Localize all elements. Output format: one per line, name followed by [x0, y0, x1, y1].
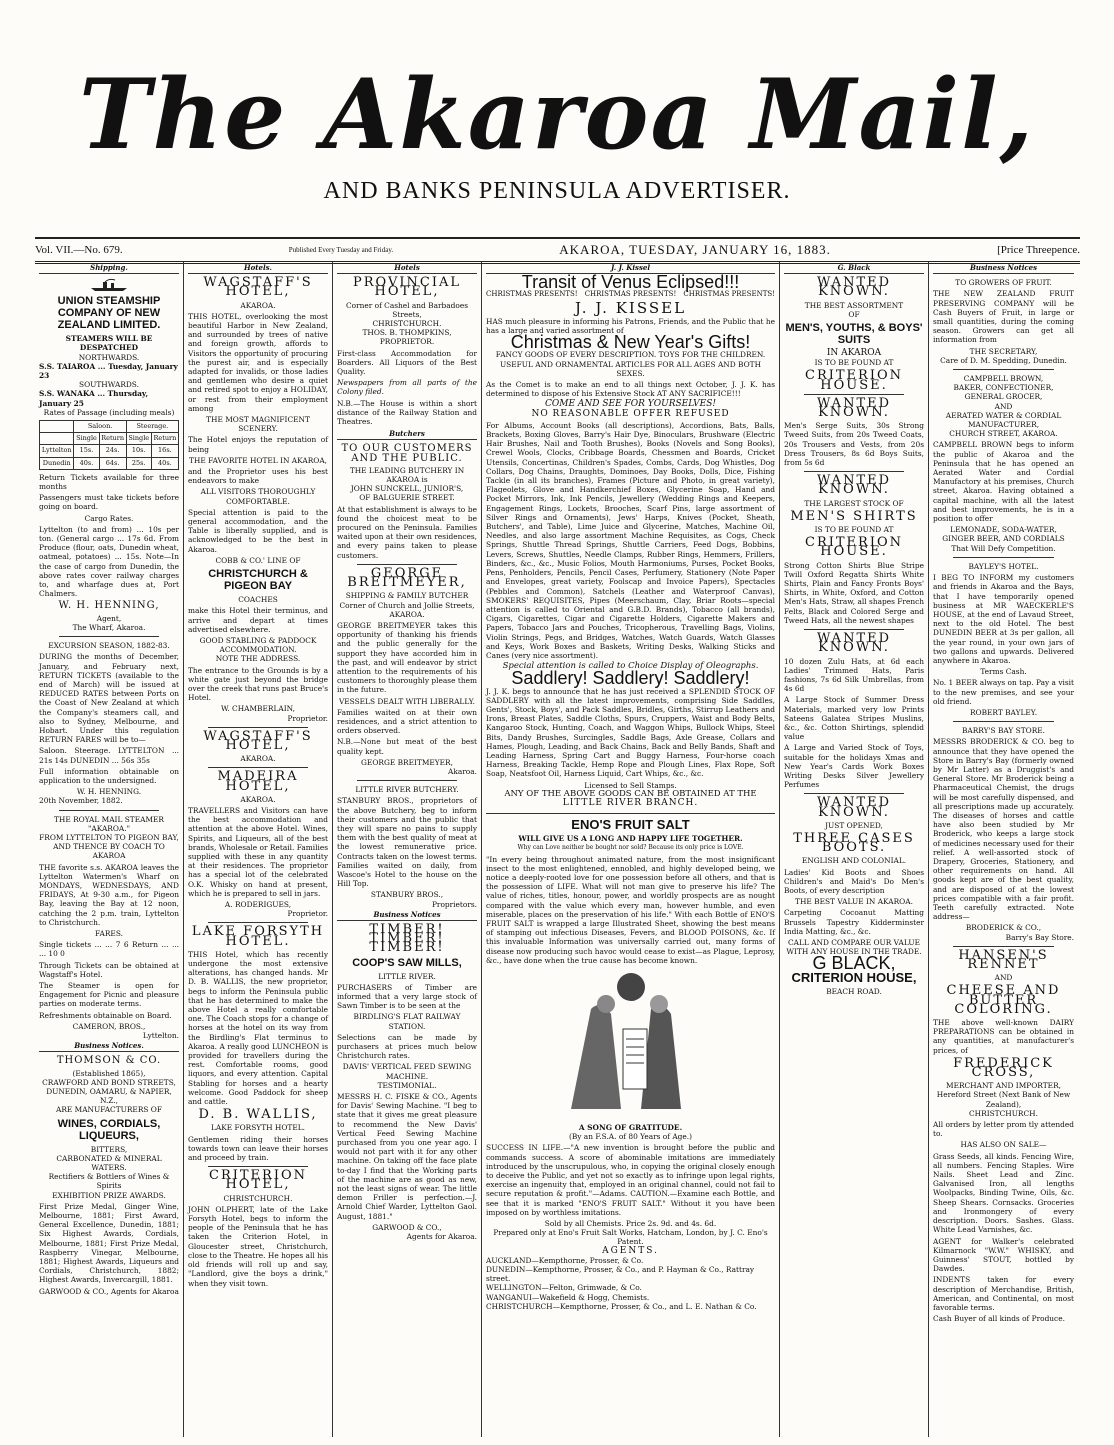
ad-text: NOTE THE ADDRESS. [215, 654, 301, 664]
list-item: DUNEDIN—Kempthorne, Prosser, & Co., and P. Hayman & Co., Rattray street. [486, 1265, 755, 1284]
ad-text: Care of D. M. Spedding, Dunedin. [940, 355, 1067, 365]
section-header: G. Black [784, 262, 924, 274]
ad-heading: BAYLEY'S HOTEL. [968, 561, 1039, 571]
ad-text: COME AND SEE FOR YOURSELVES! [545, 399, 716, 410]
ad-text: 10 dozen Zulu Hats, at 6d each Ladies' Trimmed Hats, Paris fashions, 7s 6d Silk Umbrellas, from 4s 6d [784, 656, 924, 694]
ad-text: Prepared only at Eno's Fruit Salt Works, Hatcham, London, by J. C. Eno's Patent. [493, 1228, 768, 1247]
ad-text: Rates of Passage (including meals) [43, 407, 175, 417]
list-item: WANGANUI—Wakefield & Hogg, Chemists. [486, 1292, 650, 1302]
table-cell: Lyttelton [40, 445, 74, 457]
ad-heading: ENO'S FRUIT SALT [571, 817, 690, 833]
ad-text: STEAMERS WILL BE DESPATCHED [65, 334, 153, 353]
ad-heading: TO OUR CUSTOMERS AND THE PUBLIC. [341, 443, 473, 464]
ad-text: Special attention is called to Choice Display of Oleographs. [502, 661, 759, 672]
publication-schedule: Published Every Tuesday and Friday. [288, 246, 394, 254]
ad-text: SOUTHWARDS. [79, 380, 139, 390]
column-business-notices [929, 262, 1078, 1437]
ad-text: CHRISTCHURCH. [969, 1108, 1038, 1118]
section-header: Butchers [337, 428, 477, 440]
price: [Price Threepence. [997, 244, 1080, 256]
ad-heading: MEN'S, YOUTHS, & BOYS' SUITS [785, 322, 923, 347]
ad-text: LEMONADE, SODA-WATER, GINGER BEER, AND CORDIALS [942, 525, 1065, 544]
ad-text: CHRISTCHURCH. [372, 319, 442, 329]
ad-text: MESSRS BRODERICK & CO. beg to announce that they have opened the Store in Barry's Bay (formerly owned by Mr Latter) as a Druggist's and General Store. Mr Broderick being a Pharmaceutical Chemist, the drugs will be most carefully dispensed, and all prescriptions made up accurately. The diseases of horses and cattle have also been studied by Mr Broderick, who keeps a large stock of medicines necessary used for their relief. A well-assorted stock of Drapery, Groceries, Stationery, and other requirements on hand. All goods kept are of the best quality, and are disposed of at the lowest prices compatible with a fair profit. Teeth carefully extracted. Note address— [933, 737, 1074, 922]
ad-heading: WANTED KNOWN. [816, 275, 892, 300]
ad-text: THIS Hotel, which has recently undergone the most extensive alterations, has changed hands. Mr D. B. WALLIS, the new proprietor, begs to inform the Peninsula public that he has determined to make the above Hotel a really comfortable one. The Coach stops for a change of horses at the hotel on its way from the Birdling's Flat terminus to Akaroa. A really good LUNCHEON is provided for travellers during the rest. Comfortable rooms, good liquors, and every attention. Capital Stabling for horses and a hearty welcome. Good Paddock for sheep and cattle. [188, 949, 328, 1107]
couple-illustration [531, 969, 731, 1119]
ad-heading: GEORGE BREITMEYER, [347, 565, 467, 591]
ad-text: LITTLE RIVER. [378, 971, 436, 981]
ad-heading: J. J. KISSEL [574, 298, 687, 317]
ad-text: STANBURY BROS., proprietors of the above Butchery, beg to inform their customers and the public that they will spare no pains to supply them with the best quality of meat at the lowest remunerative price. Contracts taken on the lowest terms. Families waited on daily, from Wascoe's Hotel to the house on the Hill Top. [337, 796, 477, 889]
ad-text: GEORGE BREITMEYER, [361, 757, 453, 767]
table-cell: 40s. [151, 457, 178, 469]
table-cell: 40s. [74, 457, 99, 469]
ad-text: At that establishment is always to be found the choicest meat to be procured on the Peninsula. Families waited upon at their own residences, and every pains taken to please customers. [337, 504, 477, 560]
ad-text: THE above well-known DAIRY PREPARATIONS can be obtained in any quantities, at manufacturer's prices, of [933, 1018, 1074, 1055]
ad-text: CRAWFORD AND BOND STREETS, DUNEDIN, OAMARU, & NAPIER, N.Z., [42, 1077, 176, 1106]
ad-text: AND [994, 973, 1013, 983]
ad-text: First-class Accommodation for Boarders. All Liquors of the Best Quality. [337, 348, 477, 377]
column-hotels-butchers [333, 262, 482, 1437]
ad-text: AND [994, 401, 1013, 411]
ad-text: N.B.—The House is within a short distance of the Railway Station and Theatres. [337, 398, 477, 427]
ad-text: HAS much pleasure in informing his Patrons, Friends, and the Public that he has a large and varied assortment of [486, 316, 775, 336]
ad-text: A Large Stock of Summer Dress Materials, marked very low Prints Sateens Galatea Stripes Muslins, &c., &c. Cotton Shirtings, splendid value [784, 695, 924, 742]
ad-text: AKAROA. [240, 794, 276, 804]
ad-text: HAS ALSO ON SALE— [960, 1140, 1047, 1150]
ad-text: W. CHAMBERLAIN, [221, 704, 295, 714]
ad-text: THE SECRETARY, [969, 346, 1038, 356]
ad-heading: TIMBER! TIMBER! TIMBER! [369, 922, 445, 956]
ad-text: Single tickets ... ... 7 6 Return ... ... ... 10 0 [39, 940, 179, 959]
ad-text: AKAROA. [240, 300, 276, 310]
ad-text: Proprietor. [287, 909, 328, 919]
ad-text: W. H. HENNING. [76, 787, 142, 797]
ad-text: THE BEST ASSORTMENT [804, 300, 904, 310]
ad-heading: THE ROYAL MAIL STEAMER "AKAROA." [54, 814, 164, 833]
ad-text: CHURCH STREET, AKAROA. [949, 429, 1058, 439]
ad-text: Barry's Bay Store. [1005, 932, 1074, 942]
ad-text: LITTLE RIVER BRANCH. [562, 797, 699, 808]
ad-heading: TO GROWERS OF FRUIT. [955, 278, 1052, 288]
ad-heading: LITTLE RIVER BUTCHERY. [355, 785, 459, 795]
section-header: Business Notices [337, 909, 477, 921]
ad-text: BITTERS, [90, 1144, 128, 1154]
ad-heading: CRITERION HOTEL, [209, 1168, 307, 1193]
ad-text: Strong Cotton Shirts Blue Stripe Twill Oxford Regatta Shirts White Shirts, Plain and Fancy Fronts Boys' Shirts, in White, Oxford, and Cotton Men's Hats, Straw, all shapes French Felts, Black and Colored Serge and Tweed Hats, all the newest shapes [784, 560, 924, 625]
ad-heading: MEN'S SHIRTS [790, 508, 918, 524]
ad-heading: WANTED KNOWN. [816, 473, 892, 498]
ad-text: THE MOST MAGNIFICENT SCENERY. [206, 415, 310, 434]
ad-text: GARWOOD & CO., Agents for Akaroa [39, 1286, 179, 1296]
ad-text: MESSRS H. C. FISKE & CO., Agents for Davis' Sewing Machine. "I beg to state that it gives me great pleasure to recommend the New Davis' Vertical Feed Sewing Machine purchased from you one year ago. I would not part with it for any other machine. On taking off the face plate to-day I find that the Working parts of the machine are as good as new, not the least signs of wear. The little demon Friller is perfection.—J. Arnold Chief Warder, Lyttelton Gaol. August, 1881." [337, 1092, 477, 1221]
ad-text: (By an F.S.A. of 80 Years of Age.) [568, 1132, 693, 1142]
ad-text: 20th November, 1882. [39, 796, 123, 806]
ad-text: DAVIS' VERTICAL FEED SEWING MACHINE. [342, 1062, 472, 1081]
ad-text: The Steamer is open for Engagement for Picnic and pleasure parties on moderate terms. [39, 981, 179, 1009]
ad-heading: PROVINCIAL HOTEL, [353, 275, 461, 300]
table-cell: Return [99, 433, 126, 445]
ad-text: IS TO BE FOUND AT [814, 358, 894, 368]
ad-heading: EXCURSION SEASON, 1882-83. [48, 641, 170, 651]
ad-text: STANBURY BROS., [370, 890, 444, 900]
masthead [0, 60, 1114, 205]
ad-text: Hereford Street (Next Bank of New Zealand), [936, 1090, 1071, 1109]
issue-date: AKAROA, TUESDAY, JANUARY 16, 1883. [559, 242, 831, 257]
ad-heading: WANTED KNOWN. [816, 631, 892, 656]
ad-text: JOHN SUNCKELL, JUNIOR'S, [350, 484, 464, 494]
ad-text: BEACH ROAD. [826, 986, 882, 996]
ad-heading: FROM LYTTELTON TO PIGEON BAY, AND THENCE BY COACH TO AKAROA [39, 832, 179, 861]
ad-heading: THREE CASES BOOTS. [793, 830, 915, 856]
dateline [35, 237, 1080, 264]
ad-text: No. 1 BEER always on tap. Pay a visit to the new premises, and see your old friend. [933, 678, 1074, 706]
ad-text: As the Comet is to make an end to all things next October, J. J. K. has determined to dispose of his Extensive Stock AT ANY SACRIFICE!!! [486, 380, 775, 399]
ad-text: FANCY GOODS OF EVERY DESCRIPTION. TOYS FOR THE CHILDREN. USEFUL AND ORNAMENTAL ARTICLES FOR ALL AGES AND BOTH SEXES. [495, 350, 766, 378]
ad-text: Passengers must take tickets before going on board. [39, 493, 179, 512]
ad-text: Grass Seeds, all kinds. Fencing Wire, all numbers. Fencing Staples. Wire Nails. Sheet Lead and Zinc. Galvanised Iron, all lengths Woolpacks, Binding Twine, Oils, &c. Sheep Shears. Cornsacks. Groceries and Ironmongery of every description. Doors. Sashes. Glass. White Lead Varnishes, &c. [933, 1151, 1074, 1235]
ad-text: Proprietors. [431, 899, 477, 909]
ad-text: Families waited on at their own residences, and a strict attention to orders observed. [337, 707, 477, 736]
table-row [40, 457, 179, 469]
ad-text: ROBERT BAYLEY. [969, 707, 1038, 717]
ad-text: J. J. K. begs to announce that he has just received a SPLENDID STOCK OF SADDLERY with all the latest improvements, comprising Side Saddles, Gents', Stock, Boys', and Pack Saddles, Bridles, Girths, Stirrup Leathers and Irons, Breast Plates, Saddle Cloths, Spurs, Cruppers, Waist and Body Belts, Kangaroo Stock, Hunting, Coach, and Waggon Whips, Bullock Whips, Steel Bits, Dandy Brushes, Surcingles, Saddle Bags, Axle Grease, Collars and Hames, Plough, Leading, and Back Chains, Back and Belly Bands, Shaft and Leading Harness, Spring Cart and Buggy Harness, Four-horse coach Harness, Breaking Tackle, Hemp Rope and Plough Lines, Flax Rope, Soft Soap, Neatsfoot Oil, Harness Liquid, Cart Whips, &c., &c. [486, 686, 775, 779]
table-cell: Single [74, 433, 99, 445]
ad-text: ENGLISH AND COLONIAL. [801, 856, 907, 866]
ad-text: Corner of Church and Jollie Streets, AKAROA. [339, 600, 475, 619]
table-cell: 15s. [74, 445, 99, 457]
table-cell: 64s. [99, 457, 126, 469]
section-header: Shipping. [39, 262, 179, 274]
ad-heading: CHEESE AND BUTTER COLORING. [946, 983, 1061, 1017]
ad-text: PURCHASERS of Timber are informed that a very large stock of Sawn Timber is to be seen at the [337, 982, 477, 1011]
ad-text: IS TO BE FOUND AT [814, 525, 894, 535]
ad-text: S.S. TAIAROA ... Tuesday, January 23 [39, 361, 178, 381]
section-header: Hotels [337, 262, 477, 274]
table-cell: 24s. [99, 445, 126, 457]
ad-text: AGENTS. [602, 1245, 659, 1256]
ad-text: Saloon. Steerage. LYTTELTON ... 21s 14s DUNEDIN ... 56s 35s [39, 746, 179, 765]
ad-text: CHRISTMAS PRESENTS! [683, 290, 775, 299]
table-cell: 16s. [151, 445, 178, 457]
ad-heading: HANSEN'S RENNET [958, 947, 1049, 973]
ad-text: TRAVELLERS and Visitors can have the best accommodation and attention at the above Hotel. Wines, Spirits, and Liqueurs, all of the best brands, Wholesale or Retail. Families supplied with these in any quantity at their residences. The proprietor has a special lot of the celebrated O.K. Whisky on hand at present, which he is prepared to sell in jars. [188, 805, 328, 898]
ad-text: DURING the months of December, January, and February next, RETURN TICKETS (available to the end of March) will be issued at REDUCED RATES between Ports on the Coast of New Zealand at which the Company's steamers call, and also to Sydney, Melbourne, and Hobart. Under this regulation RETURN FARES will be to— [39, 652, 179, 745]
ad-text: Special attention is paid to the general accommodation, and the Table is liberally supplied, and is acknowledged to be the best in Akaroa. [188, 507, 328, 554]
ad-text: Sold by all Chemists. Price 2s. 9d. and 4s. 6d. [544, 1219, 717, 1229]
ad-text: Rectifiers & Bottlers of Wines & Spirits [48, 1172, 170, 1191]
ad-heading: WAGSTAFF'S HOTEL, [203, 728, 313, 753]
table-cell: 10s. [126, 445, 151, 457]
ad-heading: CRITERION HOUSE. [805, 368, 903, 393]
ad-heading: LAKE FORSYTH HOTEL. [191, 924, 325, 949]
ad-text: COBB & CO.' LINE OF [215, 555, 301, 565]
ad-text: I BEG TO INFORM my customers and friends in Akaroa and the Bays, that I have temporarily opened business at MR WAECKERLE'S HOUSE, at the end of Lavaud Street, next to the old Hotel. The best DUNEDIN BEER at 3s per gallon, all the year round, in your own jars of two gallons and upwards. Delivered anywhere in Akaroa. [933, 573, 1074, 665]
ad-text: THE LEADING BUTCHERY IN AKAROA is [349, 465, 465, 485]
ad-text: BRODERICK & CO., [965, 923, 1042, 933]
column-shipping [35, 262, 184, 1437]
ad-text: Men's Serge Suits, 30s Strong Tweed Suits, from 20s Tweed Coats, 20s Trousers and Vests, from 20s Dress Trousers, 8s 6d Boys Suits, from 5s 6d [784, 421, 924, 468]
ad-text: GOOD STABLING & PADDOCK ACCOMMODATION. [199, 635, 317, 655]
ad-text: SUCCESS IN LIFE.—"A new invention is brought before the public and commands success. A score of abominable imitations are immediately introduced by the unscrupulous, who, in copying the original closely enough to deceive the Public, and yet not so exactly as to infringe upon legal rights, exercise an ingenuity that, employed in an original channel, could not fail to secure reputation & profit."—Adams. CAUTION.—Examine each Bottle, and see that it is marked "ENO'S FRUIT SALT." Without it you have been imposed on by worthless imitations. [486, 1143, 775, 1217]
ad-heading: D. B. WALLIS, [198, 1107, 318, 1123]
ad-text: Agent, [96, 613, 122, 623]
ad-text: S.S. WANAKA ... Thursday, January 25 [39, 389, 149, 408]
ad-text: ALL VISITORS THOROUGHLY COMFORTABLE. [200, 487, 316, 506]
ad-text: CAMERON, BROS., [72, 1021, 146, 1031]
column-hotels [184, 262, 333, 1437]
ad-heading: CHRISTCHURCH & PIGEON BAY [208, 568, 308, 593]
ad-text: CARBONATED & MINERAL WATERS. [56, 1153, 162, 1173]
ad-text: The Wharf, Akaroa. [72, 622, 146, 632]
steamship-icon [89, 278, 129, 292]
ad-text: JOHN OLPHERT, late of the Lake Forsyth Hotel, begs to inform the people of the Peninsula that he has taken the Criterion Hotel, in Gloucester street, Christchurch, close to the Theatre. He hopes all his old friends will roll up and say, "Landlord, give the boys a drink," when they visit town. [188, 1204, 328, 1288]
section-header: Business Notices [933, 262, 1074, 274]
ad-text: LAKE FORSYTH HOTEL. [210, 1123, 305, 1133]
volume-number: Vol. VII.—No. 679. [35, 244, 123, 256]
table-row [40, 445, 179, 457]
ad-text: Agents for Akaroa. [406, 1232, 477, 1242]
ad-heading: Saddlery! Saddlery! Saddlery! [511, 668, 750, 689]
ad-text: THE FAVORITE HOTEL IN AKAROA, [188, 455, 328, 465]
column-kissel [482, 262, 780, 1437]
ad-text: Akaroa. [448, 766, 477, 776]
ad-text: The Hotel enjoys the reputation of being [188, 435, 328, 454]
table-cell: Steerage. [126, 421, 178, 433]
ad-text: Corner of Cashel and Barbadoes Streets, [346, 300, 468, 319]
ad-heading: WINES, CORDIALS, LIQUEURS, [57, 1117, 161, 1142]
ad-text: OF BALGUERIE STREET. [359, 493, 455, 503]
ad-text: NORTHWARDS. [78, 352, 140, 362]
ad-heading: WAGSTAFF'S HOTEL, [203, 275, 313, 300]
ad-heading: MADEIRA HOTEL, [217, 769, 299, 794]
section-header: Hotels. [188, 262, 328, 274]
section-header: J. J. Kissel [486, 262, 775, 274]
ad-text: AGENT for Walker's celebrated Kilmarnock "W.W." WHISKY, and Guinness' STOUT, bottled by Dawdes. [933, 1236, 1074, 1274]
rates-table [39, 420, 179, 470]
ad-text: THE favorite s.s. AKAROA leaves the Lyttelton Watermen's Wharf on MONDAYS, WEDNESDAYS, AND FRIDAYS, At 9-30 a.m., for Pigeon Bay, leaving the Bay at 12 noon, catching the 2 p.m. train, Lyttelton to Christchurch. [39, 862, 179, 927]
ad-text: A. RODERIGUES, [224, 899, 292, 909]
ad-text: W. H. HENNING, [58, 600, 160, 612]
ad-text: THIS HOTEL, overlooking the most beautiful Harbor in New Zealand, and surrounded by trees of native and foreign growth, affords to Visitors the opportunity of procuring the purest air, and is especially adapted for invalids, or those ladies and gentlemen who desire a quiet and retired spot to enjoy a HOLIDAY, or rest from their employment among [188, 311, 328, 413]
list-item: WELLINGTON—Felton, Grimwade, & Co. [486, 1283, 642, 1293]
ad-text: SHIPPING & FAMILY BUTCHER [345, 591, 469, 601]
ad-text: CAMPBELL BROWN begs to inform the public of Akaroa and the Peninsula that he has opened an Aerated Water and Cordial Manufactory at his premises, Church street, Akaroa. Having obtained a capital machine, with all the latest and best improvements, he is in a position to offer [933, 440, 1074, 524]
list-item: CHRISTCHURCH—Kempthorne, Prosser, & Co., and L. E. Nathan & Co. [486, 1301, 757, 1311]
ad-text: COACHES [238, 595, 278, 605]
ad-text: Newspapers from all parts of the Colony filed. [337, 378, 477, 397]
ad-text: First Prize Medal, Ginger Wine, Melbourne, 1881; First Award, General Excellence, Dunedin, 1881; Six Highest Awards, Cordials, Melbourne, 1881; First Prize Medal, Raspberry Vinegar, Melbourne, 1881; Highest Awards, Liqueurs and Cordials, Christchurch, 1882; Highest Awards, Invercargill, 1881. [39, 1201, 179, 1285]
list-item: AUCKLAND—Kempthorne, Prosser, & Co. [486, 1255, 644, 1265]
ad-text: TESTIMONIAL. [377, 1080, 437, 1090]
ad-text: That Will Defy Competition. [951, 543, 1056, 553]
ad-text: CALL AND COMPARE OUR VALUE WITH ANY HOUSE IN THE TRADE. [786, 937, 922, 957]
ad-text: Through Tickets can be obtained at Wagstaff's Hotel. [39, 960, 179, 979]
ad-text: A Large and Varied Stock of Toys, suitable for the holidays Xmas and New Year's Cards Work Boxes Writing Desks Silver Jewellery Perfumes [784, 743, 924, 790]
ad-text: Ladies' Kid Boots and Shoes Children's and Maid's Do Men's Boots, of every description [784, 867, 924, 895]
ad-text: THE LARGEST STOCK OF [804, 498, 904, 508]
ad-text: Gentlemen riding their horses towards town can leave their horses and proceed by train. [188, 1134, 328, 1163]
ad-text: VESSELS DEALT WITH LIBERALLY. [338, 696, 476, 706]
ad-heading: THOMSON & CO. [56, 1055, 162, 1067]
table-cell: Single [126, 433, 151, 445]
ad-heading: G BLACK, [812, 953, 896, 974]
ad-text: A SONG OF GRATITUDE. [578, 1123, 683, 1133]
ad-text: Refreshments obtainable on Board. [39, 1010, 172, 1020]
ad-text: GEORGE BREITMEYER takes this opportunity of thanking his friends and the public generally for the support they have accorded him in the past, and will endeavor by strict attention to the requirements of his customers to thoroughly please them in the future. [337, 620, 477, 695]
ad-text: ARE MANUFACTURERS OF [55, 1105, 162, 1115]
ad-text: Why can Love neither be bought nor sold? Because its only price is LOVE. [517, 844, 744, 852]
table-cell: Saloon. [74, 421, 126, 433]
ad-heading: CRITERION HOUSE. [805, 535, 903, 560]
column-g-black [780, 262, 929, 1437]
newspaper-title: The Akaroa Mail, [79, 58, 1035, 171]
ad-text: INDENTS taken for every description of Merchandise, British, American, and Continental, on most favorable terms. [933, 1275, 1074, 1312]
table-cell: Dunedin [40, 457, 74, 469]
company-name: UNION STEAMSHIP COMPANY OF NEW ZEALAND LIMITED. [57, 295, 161, 332]
ad-text: THE BEST VALUE IN AKAROA. [795, 897, 913, 907]
ad-text: MERCHANT AND IMPORTER, [946, 1081, 1061, 1091]
ad-heading: BARRY'S BAY STORE. [961, 726, 1046, 736]
ad-text: CHRISTMAS PRESENTS! [584, 290, 677, 299]
columns [35, 262, 1080, 1437]
ad-heading: Transit of Venus Eclipsed!!! [521, 272, 740, 293]
ad-heading: WANTED KNOWN. [816, 395, 892, 421]
ad-text: Terms Cash. [980, 667, 1027, 677]
ad-text: Selections can be made by purchasers at prices much below Christchurch rates. [337, 1032, 477, 1061]
ad-text: JUST OPENED, [825, 820, 883, 830]
ad-text: Lyttelton (to and from) ... 10s per ton. (General cargo ... 17s 6d. From Produce (flour, oats, Dunedin wheat, oatmeal, potatoes) ... 15s. Note—In the case of cargo from Dunedin, the above rates cover railway charges to, and wharfage dues at, Port Chalmers. [39, 524, 179, 599]
newspaper-subtitle: AND BANKS PENINSULA ADVERTISER. [323, 178, 791, 204]
ad-text: GARWOOD & CO., [372, 1222, 442, 1232]
ad-text: Return Tickets available for three months [39, 472, 179, 492]
ad-heading: WANTED KNOWN. [816, 795, 892, 820]
ad-heading: Christmas & New Year's Gifts! [510, 332, 751, 353]
ad-heading: COOP'S SAW MILLS, [352, 956, 462, 969]
ad-text: Lyttelton. [142, 1031, 179, 1041]
ad-text: The entrance to the Grounds is by a white gate just beyond the bridge over the creek that runs past Bruce's Hotel. [188, 665, 328, 703]
ad-text: IN AKAROA [826, 348, 882, 359]
ad-text: N.B.—None but meat of the best quality kept. [337, 737, 477, 756]
ad-text: Full information obtainable on application to the undersigned. [39, 766, 179, 785]
ad-text: Cash Buyer of all kinds of Produce. [933, 1314, 1065, 1324]
ad-text: AERATED WATER & CORDIAL MANUFACTURER, [945, 410, 1062, 430]
ad-text: THOS. B. THOMPKINS, PROPRIETOR. [362, 328, 452, 347]
ad-heading: CRITERION HOUSE, [791, 969, 917, 985]
ad-text: For Albums, Account Books (all descriptions), Accordions, Bats, Balls, Brackets, Boxing Gloves, Barry's Hair Dye, Binoculars, Brushware (Electric Hair Brushes, Nail and Tooth Brushes), Books (Novels and Song Books), Crewel Wools, Clocks, Cribbage Boards, Chessmen and Boards, Cricket Utensils, Concertinas, Children's Spades, Combs, Cards, Dog Whistles, Dog Collars, Dog Chains, Draughts, Dominoes, Day Books, Dolls, Dice, Fishing Tackle (in all its branches), Frames (Picture and Photo, in great variety), Flageolets, Glove and Handkerchief Boxes, Glycerine Soap, Hand and Pocket Mirrors, Ink, Ink Pencils, Jewellery (Wedding Rings and Keepers, Engagement Rings, Lockets, Brooches, Scarf Pins, large assortment of Silver Rings and Ornaments), Jews' Harps, Knives (Pocket, Sheath, Butchers', and Table), Lime Juice and Glycerine, Matches, Machine Oil, Needles, and also large assortment Machine Requisites, as Cogs, Check Springs, Shuttle Thread Springs, Shuttle Carriers, Feed Dogs, Bobbins, Levers, Screws, Shuttles, Needle Clamps, Rubber Rings, Hemmers, Frillers, Binders, &c., &c., Music Folios, Mouth Harmoniums, Purses, Pocket Books, Pens, Penholders, Pencils, Pencil Cases, Perfumery, Stationery (Note Paper and Envelopes, great variety, Foolscap and Invoice Papers), Spectacles (Pebbles and Common), Satchels (Leather and Waterproof Canvas), SMOKERS' REQUISITES, Pipes (Meerschaum, Clay, Briar Roots—special attention is called to Oriental and G.B.D. Brands), Tobacco (all brands), Cigars, Cigarettes, Cigar and Cigarette Holders, Cigarette Makers and Papers, Tobacco Jars and Pouches, Tricopherous, Travelling Bags, Violins, Violin Strings, Pegs, and Bridges, Watches, Watch Guards, Watch Glasses and Keys, Work Boxes and Baskets, Writing Desks, Walking Sticks and Canes (very nice assortment). [486, 420, 775, 660]
ad-text: Licensed to Sell Stamps. [584, 780, 677, 790]
ad-text: WILL GIVE US A LONG AND HAPPY LIFE TOGETHER. [518, 834, 743, 844]
ad-text: BIRDLING'S FLAT RAILWAY STATION. [353, 1012, 461, 1031]
ad-text: AKAROA. [240, 754, 276, 764]
ad-text: ANY OF THE ABOVE GOODS CAN BE OBTAINED AT THE [504, 788, 757, 799]
table-cell: Return [151, 433, 178, 445]
ad-text: Carpeting Cocoanut Matting Brussels Tapestry Kidderminster India Matting, &c., &c. [784, 908, 924, 936]
ad-text: EXHIBITION PRIZE AWARDS. [52, 1190, 166, 1200]
section-header: Business Notices. [39, 1040, 179, 1052]
ad-text: Cargo Rates. [84, 513, 134, 523]
ad-heading: CAMPBELL BROWN, [963, 374, 1044, 384]
ad-text: FARES. [95, 928, 123, 938]
ad-text: CHRISTCHURCH. [223, 1193, 293, 1203]
ad-text: (Established 1865), [72, 1068, 146, 1078]
ad-text: THE NEW ZEALAND FRUIT PRESERVING COMPANY will be Cash Buyers of Fruit, in large or small quantities, during the coming season. Growers can get all information from [933, 289, 1074, 345]
ad-text: OF [848, 309, 860, 319]
ad-text: NO REASONABLE OFFER REFUSED [531, 408, 730, 419]
ad-text: Proprietor. [287, 713, 328, 723]
ad-text: "In every being throughout animated nature, from the most insignificant insect to the most enlightened, ennobled, and highly developed being, we notice a deeply-rooted love for one possession before all others, and that is the possession of LIFE. What will not man give to preserve his life? The value of riches, titles, honour, power, and worldly prospects are as nought compared with the value which every man, however humble, and even miserable, places on the preservation of his life." With each Bottle of ENO'S FRUIT SALT is wrapped a large Illustrated Sheet, showing the best means of stamping out infectious Diseases, Fevers, and BLOOD POISONS, &c. If this invaluable Information was universally carried out, many forms of disease now producing such havoc would cease to exist—as Plague, Leprosy, &c., have done when the true cause has become known. [486, 854, 775, 965]
ad-text: make this Hotel their terminus, and arrive and depart at times advertised elsewhere. [188, 606, 328, 634]
ad-text: All orders by letter prom tly attended to. [933, 1120, 1074, 1139]
ad-text: BAKER, CONFECTIONER, GENERAL GROCER, [953, 383, 1054, 402]
table-cell: 25s. [126, 457, 151, 469]
ad-heading: FREDERICK CROSS, [953, 1055, 1054, 1081]
ad-text: CHRISTMAS PRESENTS! [486, 290, 578, 299]
ad-text: and the Proprietor uses his best endeavors to make [188, 467, 328, 486]
